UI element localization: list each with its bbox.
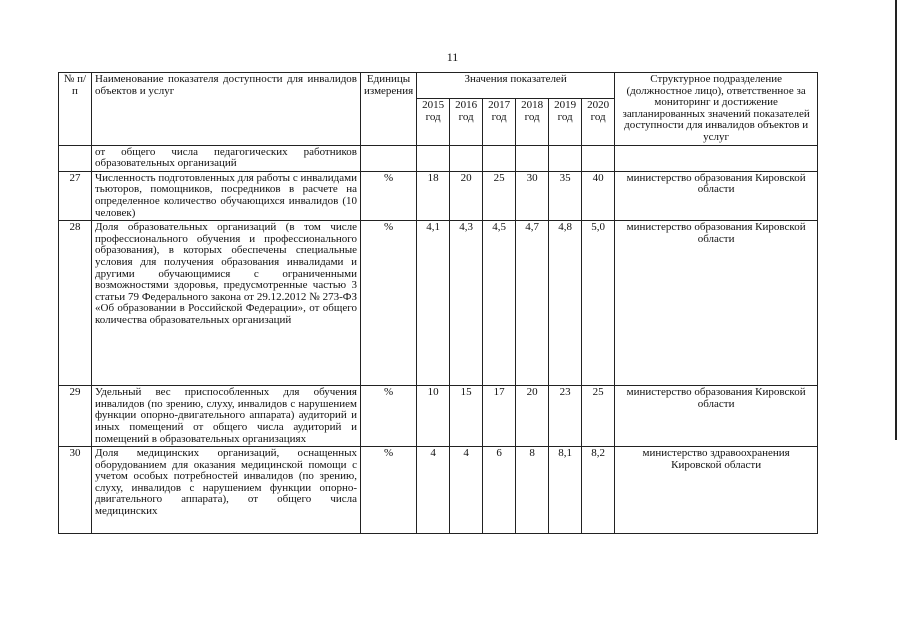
row-value-2017 <box>483 145 516 171</box>
indicators-table <box>58 72 818 534</box>
row-value-2015: 4 <box>417 447 450 534</box>
row-name: Доля образовательных организаций (в том числе профессионального обучения и профессионального образования), в которых обеспечены специальные условия для получения образования инвалидами и другими обучающимися с ограниченными возможностями здоровья, предусмотренные частью 3 статьи 79 Федерального закона от 29.12.2012 № 273-ФЗ «Об образовании в Российской Федерации», от общего количества образовательных организаций <box>92 221 361 386</box>
row-num: 29 <box>59 386 92 447</box>
header-year-2018: 2018 год <box>516 98 549 145</box>
row-value-2017: 17 <box>483 386 516 447</box>
row-value-2015: 18 <box>417 171 450 220</box>
header-year-2016: 2016 год <box>450 98 483 145</box>
row-value-2020: 8,2 <box>582 447 615 534</box>
row-responsible: министерство здравоохранения Кировской области <box>615 447 818 534</box>
header-year-2015: 2015 год <box>417 98 450 145</box>
header-row-1 <box>59 73 818 99</box>
scan-edge-line <box>895 0 897 440</box>
row-unit <box>361 145 417 171</box>
row-value-2018: 20 <box>516 386 549 447</box>
row-unit: % <box>361 447 417 534</box>
row-num: 28 <box>59 221 92 386</box>
row-value-2016: 4 <box>450 447 483 534</box>
row-num <box>59 145 92 171</box>
row-unit: % <box>361 221 417 386</box>
header-year-2020: 2020 год <box>582 98 615 145</box>
row-value-2019: 23 <box>549 386 582 447</box>
row-value-2018: 8 <box>516 447 549 534</box>
table-row <box>59 221 818 386</box>
table-row <box>59 386 818 447</box>
row-name: от общего числа педагогических работников образовательных организаций <box>92 145 361 171</box>
row-responsible: министерство образования Кировской области <box>615 171 818 220</box>
row-value-2017: 6 <box>483 447 516 534</box>
row-value-2018 <box>516 145 549 171</box>
row-name: Численность подготовленных для работы с инвалидами тьюторов, помощников, посредников в расчете на определенное количество обучающихся инвалидов (10 человек) <box>92 171 361 220</box>
table-row <box>59 145 818 171</box>
row-name: Удельный вес приспособленных для обучения инвалидов (по зрению, слуху, инвалидов с нарушением функции опорно-двигательного аппарата) аудиторий и иных помещений от общего числа аудиторий и помещений в образовательных организациях <box>92 386 361 447</box>
row-value-2020: 25 <box>582 386 615 447</box>
row-value-2019: 4,8 <box>549 221 582 386</box>
header-year-2019: 2019 год <box>549 98 582 145</box>
row-value-2017: 25 <box>483 171 516 220</box>
header-responsible: Структурное подразделение (должностное лицо), ответственное за мониторинг и достижение запланированных значений показателей доступности для инвалидов объектов и услуг <box>615 73 818 146</box>
row-value-2015 <box>417 145 450 171</box>
row-num: 30 <box>59 447 92 534</box>
row-unit: % <box>361 386 417 447</box>
row-responsible <box>615 145 818 171</box>
row-value-2020 <box>582 145 615 171</box>
row-value-2018: 4,7 <box>516 221 549 386</box>
row-value-2016: 4,3 <box>450 221 483 386</box>
row-value-2016: 15 <box>450 386 483 447</box>
header-name: Наименование показателя доступности для инвалидов объектов и услуг <box>92 73 361 146</box>
header-values-group: Значения показателей <box>417 73 615 99</box>
row-responsible: министерство образования Кировской области <box>615 221 818 386</box>
row-value-2020: 5,0 <box>582 221 615 386</box>
row-value-2020: 40 <box>582 171 615 220</box>
header-unit: Единицы измерения <box>361 73 417 146</box>
table-row <box>59 447 818 534</box>
row-value-2018: 30 <box>516 171 549 220</box>
row-value-2015: 10 <box>417 386 450 447</box>
page-number: 11 <box>446 50 459 64</box>
row-value-2019: 35 <box>549 171 582 220</box>
header-year-2017: 2017 год <box>483 98 516 145</box>
row-value-2017: 4,5 <box>483 221 516 386</box>
row-num: 27 <box>59 171 92 220</box>
row-unit: % <box>361 171 417 220</box>
row-responsible: министерство образования Кировской области <box>615 386 818 447</box>
header-num: № п/п <box>59 73 92 146</box>
row-value-2015: 4,1 <box>417 221 450 386</box>
row-value-2016: 20 <box>450 171 483 220</box>
row-value-2016 <box>450 145 483 171</box>
row-value-2019: 8,1 <box>549 447 582 534</box>
row-value-2019 <box>549 145 582 171</box>
table-row <box>59 171 818 220</box>
row-name: Доля медицинских организаций, оснащенных оборудованием для оказания медицинской помощи с учетом особых потребностей инвалидов (по зрению, слуху, инвалидов с нарушением функции опорно-двигательного аппарата), от общего числа медицинских <box>92 447 361 534</box>
